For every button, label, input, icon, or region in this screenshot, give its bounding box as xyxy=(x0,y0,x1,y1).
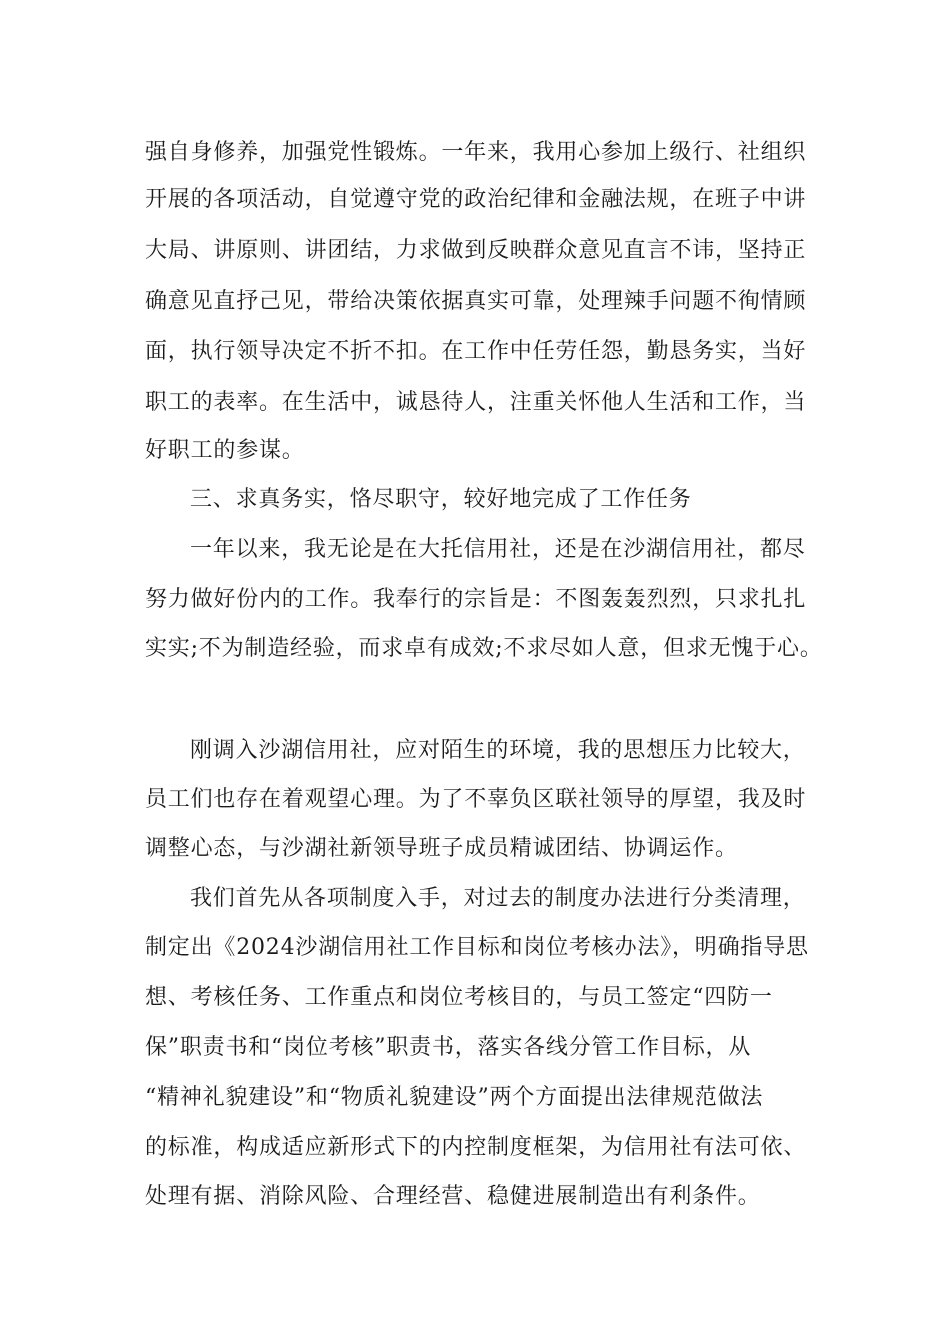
text-line-14: 调整心态，与沙湖社新领导班子成员精诚团结、协调运作。 xyxy=(145,836,738,861)
text-line-5: 面，执行领导决定不折不扣。在工作中任劳任怨，勤恳务实，当好 xyxy=(145,339,807,364)
text-line-15: 我们首先从各项制度入手，对过去的制度办法进行分类清理， xyxy=(190,886,806,911)
text-line-4: 确意见直抒己见，带给决策依据真实可靠，处理辣手问题不徇情顾 xyxy=(145,289,807,314)
text-line-19: “精神礼貌建设”和“物质礼貌建设”两个方面提出法律规范做法 xyxy=(145,1085,764,1110)
text-line-7: 好职工的参谋。 xyxy=(145,438,305,463)
text-line-18: 保”职责书和“岗位考核”职责书，落实各线分管工作目标，从 xyxy=(145,1035,752,1060)
text-line-16: 制定出《2024沙湖信用社工作目标和岗位考核办法》，明确指导思 xyxy=(145,935,809,960)
text-line-21: 处理有据、消除风险、合理经营、稳健进展制造出有利条件。 xyxy=(145,1184,761,1209)
text-line-1: 强自身修养，加强党性锻炼。一年来，我用心参加上级行、社组织 xyxy=(145,140,807,165)
text-line-13: 员工们也存在着观望心理。为了不辜负区联社领导的厚望，我及时 xyxy=(145,787,807,812)
text-line-9: 一年以来，我无论是在大托信用社，还是在沙湖信用社，都尽 xyxy=(190,537,806,562)
text-line-10: 努力做好份内的工作。我奉行的宗旨是：不图轰轰烈烈，只求扎扎 xyxy=(145,587,807,612)
section-heading: 三、求真务实，恪尽职守，较好地完成了工作任务 xyxy=(190,487,692,512)
text-line-2: 开展的各项活动，自觉遵守党的政治纪律和金融法规，在班子中讲 xyxy=(145,187,807,212)
text-line-17: 想、考核任务、工作重点和岗位考核目的，与员工签定“四防一 xyxy=(145,985,773,1010)
text-line-11: 实实;不为制造经验，而求卓有成效;不求尽如人意，但求无愧于心。 xyxy=(145,636,823,661)
text-line-20: 的标准，构成适应新形式下的内控制度框架，为信用社有法可依、 xyxy=(145,1135,807,1160)
text-line-6: 职工的表率。在生活中，诚恳待人，注重关怀他人生活和工作，当 xyxy=(145,390,807,415)
text-line-3: 大局、讲原则、讲团结，力求做到反映群众意见直言不讳，坚持正 xyxy=(145,238,807,263)
text-line-12: 刚调入沙湖信用社，应对陌生的环境，我的思想压力比较大， xyxy=(190,738,806,763)
